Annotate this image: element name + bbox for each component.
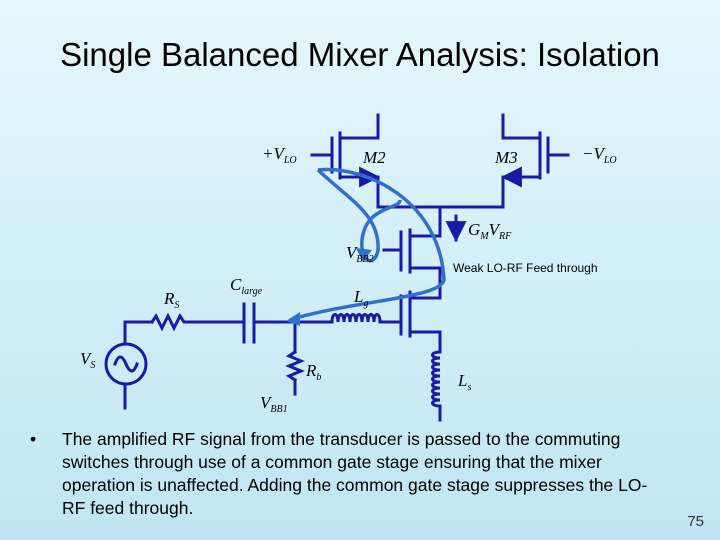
lg-inductor xyxy=(332,315,384,323)
page-number: 75 xyxy=(687,513,704,530)
ls-inductor xyxy=(433,352,441,420)
slide-title: Single Balanced Mixer Analysis: Isolation xyxy=(60,36,660,73)
bullet-marker: • xyxy=(30,429,37,449)
clarge-label: $C_{large}$ xyxy=(230,275,263,297)
rs-label: $R_S$ xyxy=(164,289,180,311)
vbb1-label: $V_{BB1}$ xyxy=(260,393,288,415)
input-transistor xyxy=(384,292,440,352)
common-gate-transistor xyxy=(384,230,440,298)
gm-vrf-label: $G_MV_{RF}$ xyxy=(468,220,512,242)
vs-label: $V_S$ xyxy=(80,349,96,371)
m2-label: M2 xyxy=(363,148,386,167)
vs-source xyxy=(106,344,146,408)
feed-through-annotation: Weak LO-RF Feed through xyxy=(453,261,598,275)
vbb2-label: $V_{BB2}$ xyxy=(346,243,374,265)
lg-label: $L_g$ xyxy=(354,287,369,309)
rb-label: $R_b$ xyxy=(306,361,322,383)
clarge-capacitor xyxy=(200,304,332,342)
rs-resistor xyxy=(125,316,200,343)
bullet-item: The amplified RF signal from the transducer is passed to the commuting switches through use of a common gate stage ensuring that the mixer operation is unaffected. Adding the common gate stage suppresses the LO-RF feed through. xyxy=(62,429,648,518)
minus-vlo-label: $-V_{LO}$ xyxy=(582,144,617,166)
plus-vlo-label: $+V_{LO}$ xyxy=(262,144,297,166)
rb-resistor xyxy=(289,322,301,394)
m3-label: M3 xyxy=(495,148,518,167)
bullet-list xyxy=(30,428,670,520)
ls-label: $L_s$ xyxy=(458,371,472,393)
